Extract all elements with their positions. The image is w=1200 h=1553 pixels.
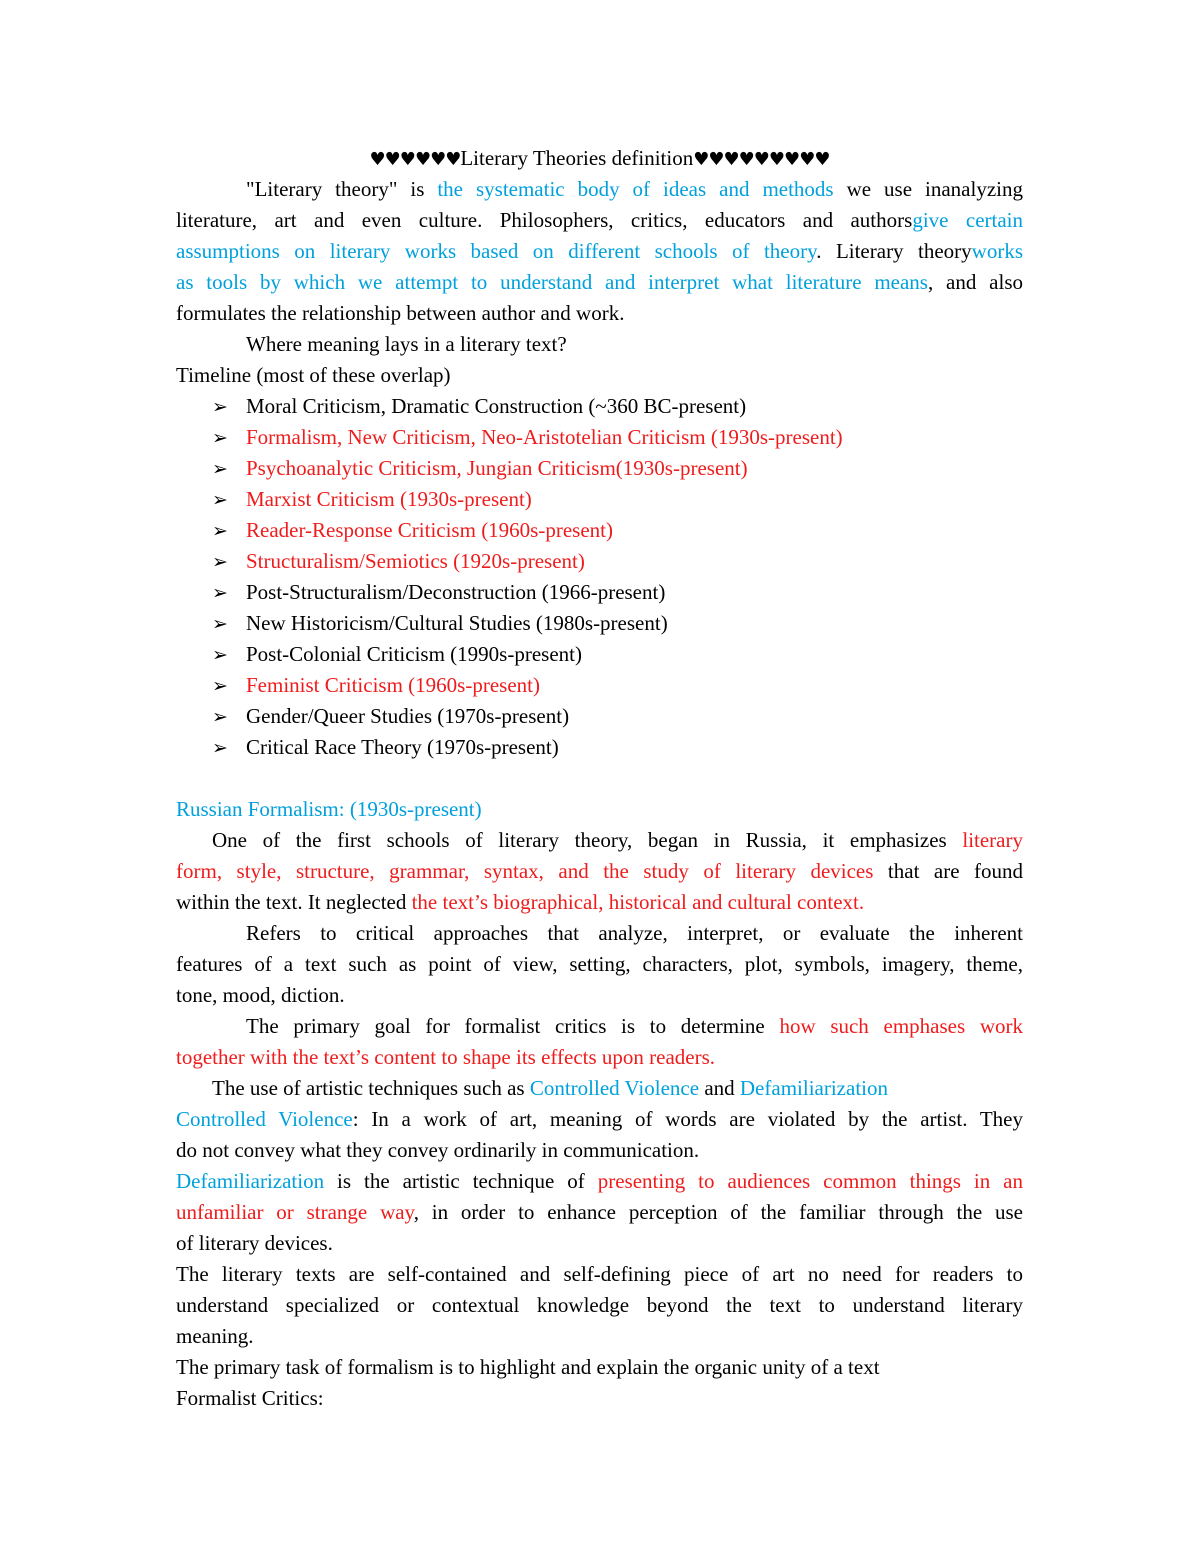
arrow-bullet-icon: ➢: [212, 675, 228, 697]
text-run: The primary goal for formalist critics is to determine: [246, 1014, 780, 1038]
highlight-blue: Controlled Violence: [176, 1107, 353, 1131]
formalism-techniques: [212, 1073, 1059, 1104]
intro-line-1: [246, 174, 1023, 205]
arrow-bullet-icon: ➢: [212, 551, 228, 573]
timeline-item-label: Formalism, New Criticism, Neo-Aristotelian Criticism (1930s-present): [246, 425, 843, 449]
timeline-item: [212, 608, 1022, 639]
arrow-bullet-icon: ➢: [212, 489, 228, 511]
text-run: within the text. It neglected: [176, 890, 412, 914]
text-run: and: [699, 1076, 740, 1100]
defamiliarization-line-3: of literary devices.: [176, 1231, 333, 1255]
highlight-blue: Defamiliarization: [176, 1169, 325, 1193]
text-run: , in order to enhance perception of the familiar through the use: [413, 1200, 1023, 1224]
timeline-item: [212, 453, 1022, 484]
text-run: : In a work of art, meaning of words are violated by the artist. They: [352, 1107, 1023, 1131]
title-text: Literary Theories definition: [460, 146, 694, 170]
timeline-item-label: Gender/Queer Studies (1970s-present): [246, 704, 570, 728]
formalism-p2-line-2: features of a text such as point of view, setting, characters, plot, symbols, imagery, theme,: [176, 952, 1023, 976]
timeline-item-label: Reader-Response Criticism (1960s-present): [246, 518, 613, 542]
arrow-bullet-icon: ➢: [212, 737, 228, 759]
formalism-p3-line-2: together with the text’s content to shape its effects upon readers.: [176, 1045, 716, 1069]
timeline-item: [212, 391, 1022, 422]
intro-line-3: [176, 236, 1023, 267]
highlight-red: form, style, structure, grammar, syntax, and the study of literary devices: [176, 859, 874, 883]
text-run: that are found: [873, 859, 1023, 883]
hearts-left-decoration: ♥♥♥♥♥♥: [369, 149, 461, 170]
intro-line-4: [176, 267, 1023, 298]
timeline-item: [212, 577, 1022, 608]
timeline-item-label: Structuralism/Semiotics (1920s-present): [246, 549, 585, 573]
highlight-blue: assumptions on literary works based on different schools of theory: [176, 239, 817, 263]
arrow-bullet-icon: ➢: [212, 706, 228, 728]
self-contained-line-2: understand specialized or contextual knowledge beyond the text to understand literary: [176, 1293, 1023, 1317]
arrow-bullet-icon: ➢: [212, 458, 228, 480]
timeline-item: [212, 701, 1022, 732]
arrow-bullet-icon: ➢: [212, 520, 228, 542]
text-run: One of the first schools of literary theory, began in Russia, it emphasizes: [212, 828, 963, 852]
section-heading: Russian Formalism: (1930s-present): [176, 797, 482, 821]
text-run: literature, art and even culture. Philosophers, critics, educators and authors: [176, 208, 913, 232]
formalism-p2-line-1: Refers to critical approaches that analyze, interpret, or evaluate the inherent: [246, 921, 1023, 945]
highlight-blue: as tools by which we attempt to understand and interpret what literature means: [176, 270, 928, 294]
highlight-blue: works: [971, 239, 1023, 263]
highlight-blue: Defamiliarization: [739, 1076, 888, 1100]
timeline-item-label: Marxist Criticism (1930s-present): [246, 487, 532, 511]
formalist-critics-heading: Formalist Critics:: [176, 1386, 324, 1410]
self-contained-line-3: meaning.: [176, 1324, 254, 1348]
controlled-violence-line-1: [176, 1104, 1023, 1135]
primary-task: The primary task of formalism is to highlight and explain the organic unity of a text: [176, 1355, 880, 1379]
arrow-bullet-icon: ➢: [212, 427, 228, 449]
highlight-red: literary: [962, 828, 1023, 852]
timeline-heading: Timeline (most of these overlap): [176, 363, 451, 387]
defamiliarization-line-2: [176, 1197, 1023, 1228]
timeline-item-label: Moral Criticism, Dramatic Construction (~360 BC-present): [246, 394, 747, 418]
highlight-red: unfamiliar or strange way: [176, 1200, 414, 1224]
text-run: we use inanalyzing: [833, 177, 1023, 201]
hearts-right-decoration: ♥♥♥♥♥♥♥♥♥: [693, 149, 830, 170]
text-run: "Literary theory" is: [246, 177, 438, 201]
formalism-p2-line-3: tone, mood, diction.: [176, 983, 345, 1007]
controlled-violence-line-2: do not convey what they convey ordinarily in communication.: [176, 1138, 700, 1162]
timeline-item: [212, 670, 1022, 701]
timeline-item-label: Critical Race Theory (1970s-present): [246, 735, 559, 759]
timeline-item-label: Post-Structuralism/Deconstruction (1966-present): [246, 580, 666, 604]
highlight-blue: give certain: [912, 208, 1024, 232]
text-run: is the artistic technique of: [324, 1169, 598, 1193]
formalism-p3-line-1: [246, 1011, 1023, 1042]
highlight-blue: the systematic body of ideas and methods: [437, 177, 834, 201]
defamiliarization-line-1: [176, 1166, 1023, 1197]
highlight-red: how such emphases work: [779, 1014, 1023, 1038]
timeline-item: [212, 546, 1022, 577]
document-title: [176, 143, 1023, 174]
text-run: , and also: [927, 270, 1023, 294]
arrow-bullet-icon: ➢: [212, 613, 228, 635]
intro-line-2: [176, 205, 1023, 236]
arrow-bullet-icon: ➢: [212, 396, 228, 418]
timeline-item-label: New Historicism/Cultural Studies (1980s-present): [246, 611, 668, 635]
timeline-item: [212, 639, 1022, 670]
timeline-item-label: Psychoanalytic Criticism, Jungian Criticism(1930s-present): [246, 456, 748, 480]
self-contained-line-1: The literary texts are self-contained and self-defining piece of art no need for readers to: [176, 1262, 1023, 1286]
timeline-item-label: Feminist Criticism (1960s-present): [246, 673, 540, 697]
timeline-item: [212, 422, 1022, 453]
timeline-item-label: Post-Colonial Criticism (1990s-present): [246, 642, 582, 666]
formalism-p1-line-1: [212, 825, 1023, 856]
arrow-bullet-icon: ➢: [212, 582, 228, 604]
highlight-red: the text’s biographical, historical and cultural context.: [411, 890, 865, 914]
formalism-p1-line-3: [176, 887, 1023, 918]
timeline-item: [212, 732, 1022, 763]
intro-line-5: formulates the relationship between author and work.: [176, 301, 625, 325]
timeline-item: [212, 484, 1022, 515]
formalism-p1-line-2: [176, 856, 1023, 887]
highlight-blue: Controlled Violence: [529, 1076, 700, 1100]
intro-question: Where meaning lays in a literary text?: [246, 332, 567, 356]
arrow-bullet-icon: ➢: [212, 644, 228, 666]
text-run: The use of artistic techniques such as: [212, 1076, 530, 1100]
highlight-red: presenting to audiences common things in an: [597, 1169, 1024, 1193]
text-run: . Literary theory: [816, 239, 972, 263]
timeline-item: [212, 515, 1022, 546]
